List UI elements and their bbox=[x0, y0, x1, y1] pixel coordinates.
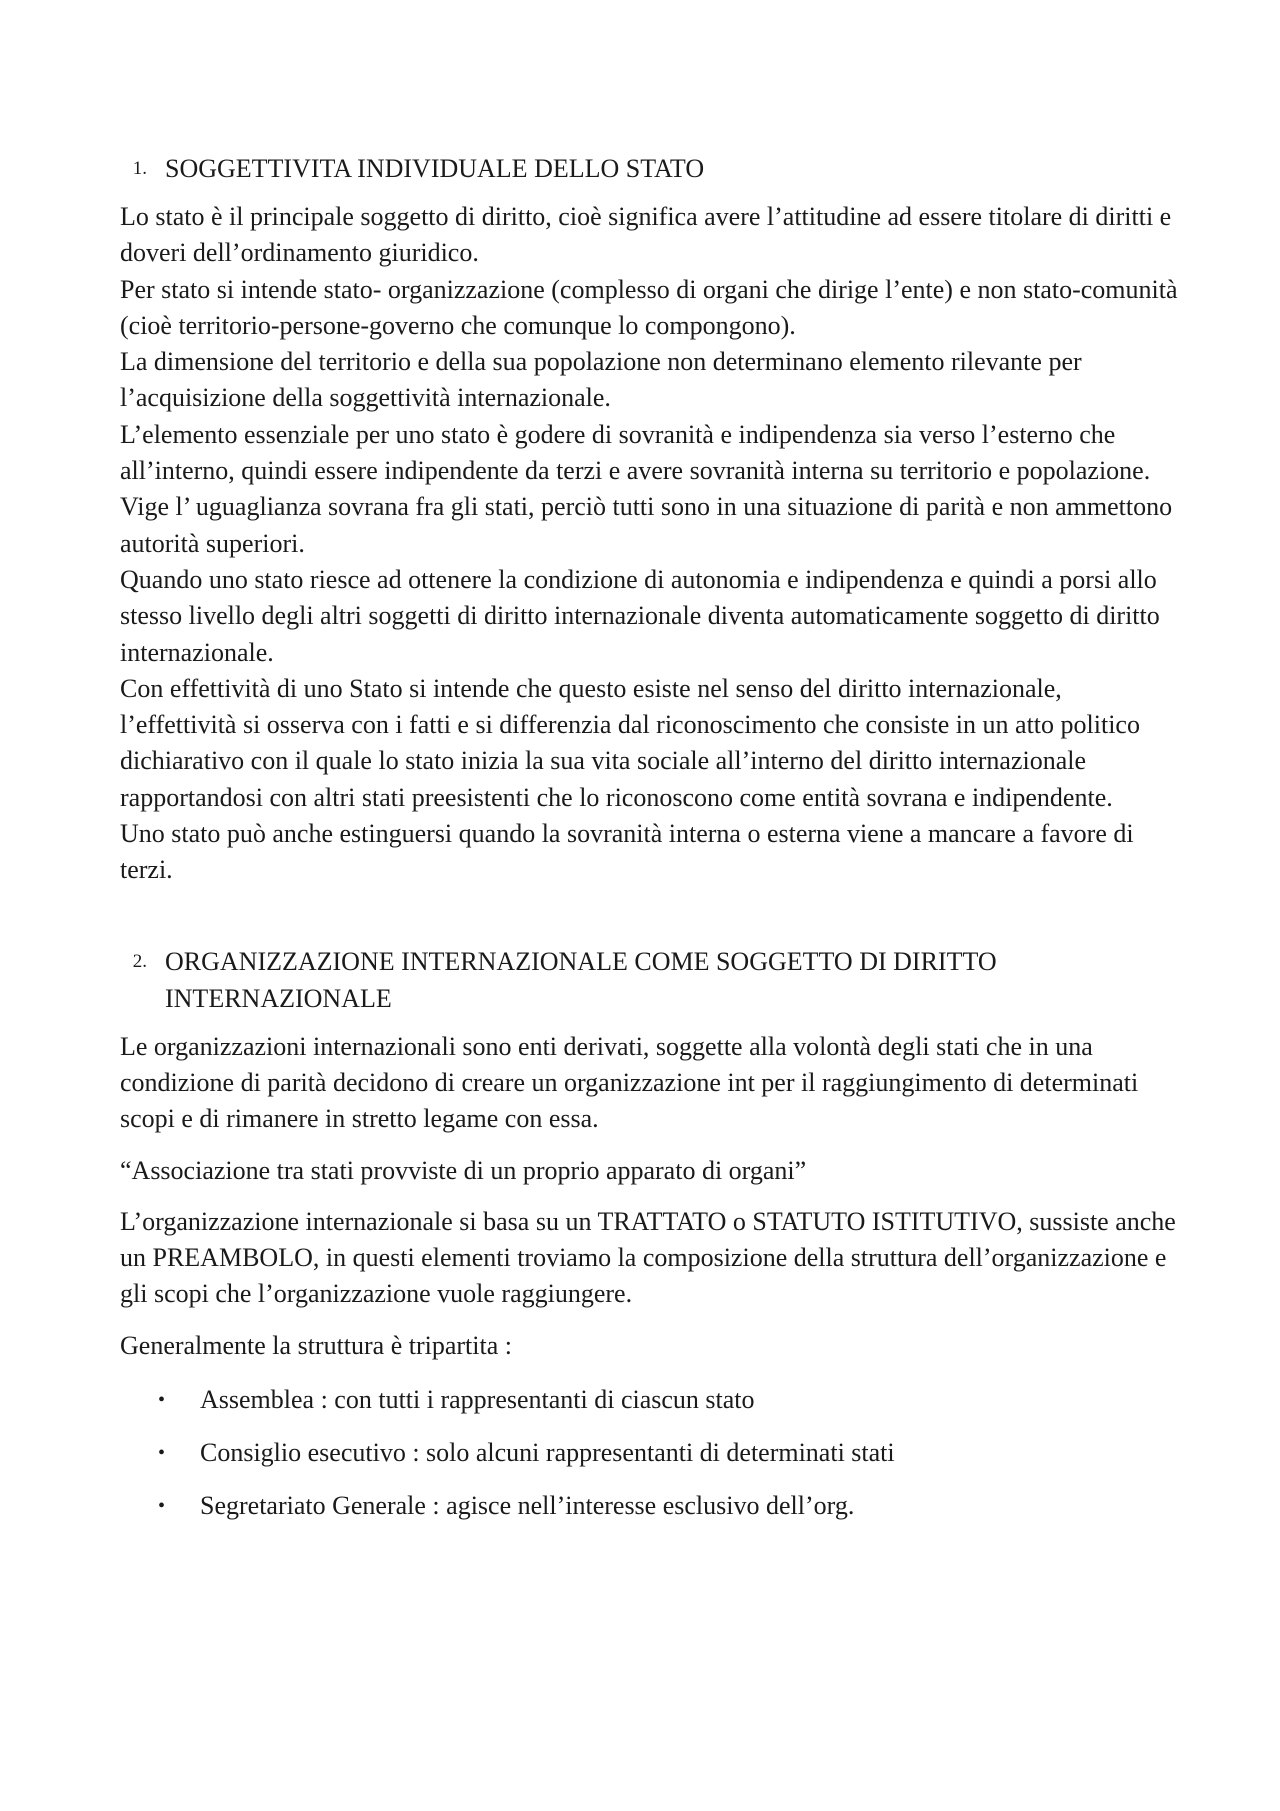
document-page bbox=[120, 150, 1180, 1541]
bullet-icon: • bbox=[158, 1389, 166, 1412]
structure-list bbox=[120, 1382, 1180, 1524]
section-1-paragraph: Quando uno stato riesce ad ottenere la condizione di autonomia e indipendenza e quindi a porsi allo stesso livello degli altri soggetti di diritto internazionale diventa automaticamente soggetto di diritto internazionale. bbox=[120, 564, 1160, 667]
section-1-heading bbox=[120, 150, 1180, 187]
list-item bbox=[120, 1382, 1180, 1418]
section-2-title: ORGANIZZAZIONE INTERNAZIONALE COME SOGGETTO DI DIRITTO INTERNAZIONALE bbox=[165, 946, 997, 1013]
section-1-title: SOGGETTIVITA INDIVIDUALE DELLO STATO bbox=[165, 154, 705, 183]
list-item-text: Assemblea : con tutti i rappresentanti di ciascun stato bbox=[200, 1385, 755, 1415]
list-item-text: Segretariato Generale : agisce nell’interesse esclusivo dell’org. bbox=[200, 1491, 855, 1521]
list-item-text: Consiglio esecutivo : solo alcuni rappresentanti di determinati stati bbox=[200, 1438, 895, 1468]
section-1-number: 1. bbox=[132, 158, 147, 179]
section-spacer bbox=[120, 889, 1180, 943]
section-2-paragraph: Generalmente la struttura è tripartita : bbox=[120, 1330, 512, 1360]
section-2-heading bbox=[120, 943, 1180, 1017]
section-1-paragraph: Vige l’ uguaglianza sovrana fra gli stati, perciò tutti sono in una situazione di parità e non ammettono autorità superiori. bbox=[120, 492, 1173, 558]
section-1-paragraph: Uno stato può anche estinguersi quando la sovranità interna o esterna viene a mancare a favore di terzi. bbox=[120, 819, 1134, 885]
section-2-paragraph: Le organizzazioni internazionali sono enti derivati, soggette alla volontà degli stati che in una condizione di parità decidono di creare un organizzazione int per il raggiungimento di determinati scopi e di rimanere in stretto legame con essa. bbox=[120, 1031, 1139, 1134]
section-1-paragraph: La dimensione del territorio e della sua popolazione non determinano elemento rilevante per l’acquisizione della soggettività internazionale. bbox=[120, 347, 1082, 413]
section-1-body bbox=[120, 199, 1180, 889]
section-1-paragraph: Per stato si intende stato- organizzazione (complesso di organi che dirige l’ente) e non stato-comunità (cioè territorio-persone-governo che comunque lo compongono). bbox=[120, 274, 1178, 340]
bullet-icon: • bbox=[158, 1495, 166, 1518]
section-1-paragraph: L’elemento essenziale per uno stato è godere di sovranità e indipendenza sia verso l’esterno che all’interno, quindi essere indipendente da terzi e avere sovranità interna su territorio e popolazione. bbox=[120, 419, 1151, 486]
section-2-paragraph: L’organizzazione internazionale si basa su un TRATTATO o STATUTO ISTITUTIVO, sussiste anche un PREAMBOLO, in questi elementi troviamo la composizione della struttura dell’organizzazione e gli scopi che l’organizzazione vuole raggiungere. bbox=[120, 1206, 1176, 1309]
section-2-number: 2. bbox=[132, 950, 147, 972]
list-item bbox=[120, 1488, 1180, 1524]
bullet-icon: • bbox=[158, 1442, 166, 1465]
section-1-paragraph: Lo stato è il principale soggetto di diritto, cioè significa avere l’attitudine ad essere titolare di diritti e doveri dell’ordinamento giuridico. bbox=[120, 202, 1172, 268]
list-item bbox=[120, 1435, 1180, 1471]
section-2-quote: “Associazione tra stati provviste di un proprio apparato di organi” bbox=[120, 1155, 807, 1185]
section-1-paragraph: Con effettività di uno Stato si intende che questo esiste nel senso del diritto internazionale, l’effettività si osserva con i fatti e si differenzia dal riconoscimento che consiste in un atto politico dichiarativo con il quale lo stato inizia la sua vita sociale all’interno del diritto internazionale rapportandosi con altri stati preesistenti che lo riconoscono come entità sovrana e indipendente. bbox=[120, 673, 1140, 812]
